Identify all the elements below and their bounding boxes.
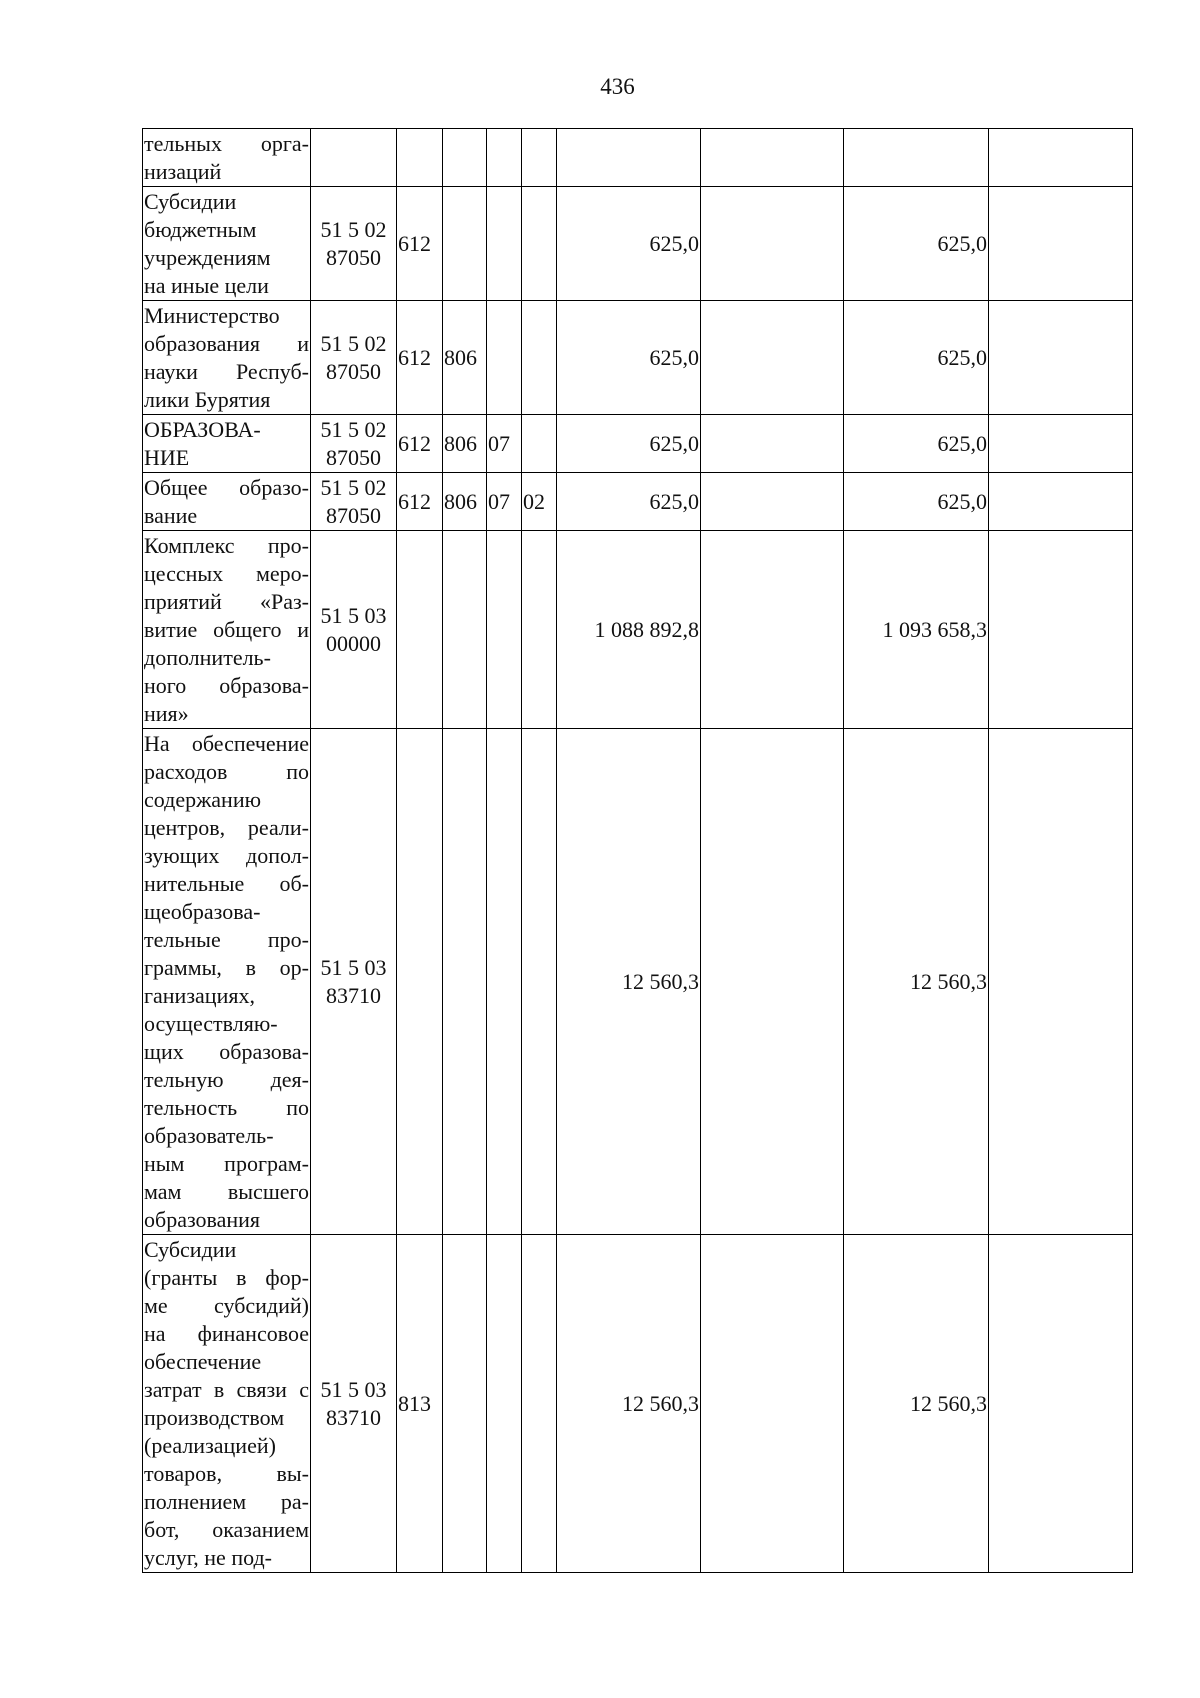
name-line: товаров, вы- [144, 1460, 309, 1486]
amount-year2-cell [844, 473, 989, 531]
empty-cell [989, 1235, 1133, 1573]
amount1-line: 625,0 [649, 230, 699, 256]
name-line: ным програм- [144, 1150, 309, 1176]
subsection-cell [522, 187, 557, 301]
name-line: образователь- [144, 1122, 274, 1148]
expense-type-cell [397, 729, 443, 1235]
name-line: расходов по [144, 758, 309, 784]
target-code-cell [311, 301, 397, 415]
amount-year1-cell [557, 1235, 701, 1573]
table-row-1 [143, 129, 1133, 187]
section-cell [487, 301, 522, 415]
amount-year2-cell [844, 729, 989, 1235]
amount-year2-cell [844, 415, 989, 473]
code-line: 51 5 02 [320, 216, 387, 242]
expense-type-cell [397, 531, 443, 729]
amount-year1-cell [557, 729, 701, 1235]
amount1-line: 12 560,3 [622, 968, 699, 994]
name-line: бот, оказанием [144, 1516, 309, 1542]
empty-cell [989, 729, 1133, 1235]
grbs-cell [443, 1235, 487, 1573]
code-line: 51 5 03 [320, 1376, 387, 1402]
amount2-line: 12 560,3 [910, 1390, 987, 1416]
amount1-line: 12 560,3 [622, 1390, 699, 1416]
row-name-cell [143, 129, 311, 187]
name-line: тельные про- [144, 926, 309, 952]
name-line: центров, реали- [144, 814, 309, 840]
empty-cell [989, 473, 1133, 531]
code-line: 87050 [326, 244, 381, 270]
name-line: ме субсидий) [144, 1292, 309, 1318]
name-line: производством [144, 1404, 285, 1430]
name-line: на финансовое [144, 1320, 309, 1346]
subsection-cell [522, 129, 557, 187]
table-row-8 [143, 1235, 1133, 1573]
vr-line: 612 [398, 230, 431, 256]
name-line: дополнитель- [144, 644, 271, 670]
amount1-line: 625,0 [649, 344, 699, 370]
expense-type-cell [397, 1235, 443, 1573]
name-line: (гранты в фор- [144, 1264, 309, 1290]
code-line: 51 5 03 [320, 602, 387, 628]
name-line: тельную дея- [144, 1066, 309, 1092]
code-line: 83710 [326, 982, 381, 1008]
subsection-cell [522, 473, 557, 531]
name-line: цессных меро- [144, 560, 309, 586]
code-line: 00000 [326, 630, 381, 656]
name-line: образования и [144, 330, 309, 356]
name-line: ОБРАЗОВА- [144, 416, 261, 442]
budget-table [142, 128, 1133, 1573]
grbs-cell [443, 473, 487, 531]
table-row-5 [143, 473, 1133, 531]
vr-line: 612 [398, 344, 431, 370]
name-line: Министерство [144, 302, 280, 328]
name-line: витие общего и [144, 616, 309, 642]
subsection-cell [522, 415, 557, 473]
grbs-cell [443, 415, 487, 473]
row-name-cell [143, 473, 311, 531]
empty-cell [701, 301, 844, 415]
table-row-2 [143, 187, 1133, 301]
row-name-cell [143, 301, 311, 415]
name-line: образования [144, 1206, 261, 1232]
empty-cell [989, 531, 1133, 729]
name-line: На обеспечение [144, 730, 309, 756]
grbs-cell [443, 301, 487, 415]
section-cell [487, 415, 522, 473]
table-body [143, 129, 1133, 1573]
subsection-cell [522, 729, 557, 1235]
vr-line: 612 [398, 488, 431, 514]
code-line: 51 5 02 [320, 416, 387, 442]
empty-cell [701, 187, 844, 301]
amount2-line: 625,0 [937, 430, 987, 456]
name-line: мам высшего [144, 1178, 309, 1204]
name-line: тельность по [144, 1094, 309, 1120]
subsection-cell [522, 301, 557, 415]
empty-cell [701, 129, 844, 187]
rz-line: 07 [488, 488, 510, 514]
target-code-cell [311, 415, 397, 473]
target-code-cell [311, 729, 397, 1235]
name-line: ного образова- [144, 672, 309, 698]
vr-line: 612 [398, 430, 431, 456]
empty-cell [989, 187, 1133, 301]
section-cell [487, 129, 522, 187]
name-line: граммы, в ор- [144, 954, 309, 980]
amount2-line: 625,0 [937, 230, 987, 256]
section-cell [487, 473, 522, 531]
row-name-cell [143, 531, 311, 729]
amount1-line: 625,0 [649, 430, 699, 456]
amount-year2-cell [844, 1235, 989, 1573]
empty-cell [989, 301, 1133, 415]
name-line: Комплекс про- [144, 532, 309, 558]
vr-line: 813 [398, 1390, 431, 1416]
table-row-6 [143, 531, 1133, 729]
name-line: нительные об- [144, 870, 309, 896]
name-line: Субсидии [144, 1236, 237, 1262]
section-cell [487, 1235, 522, 1573]
name-line: бюджетным [144, 216, 257, 242]
grbs-line: 806 [444, 430, 477, 456]
grbs-cell [443, 187, 487, 301]
row-name-cell [143, 187, 311, 301]
table-row-4 [143, 415, 1133, 473]
target-code-cell [311, 473, 397, 531]
name-line: на иные цели [144, 272, 269, 298]
page-number: 436 [600, 74, 635, 99]
name-line: науки Респуб- [144, 358, 309, 384]
expense-type-cell [397, 473, 443, 531]
subsection-cell [522, 531, 557, 729]
name-line: полнением ра- [144, 1488, 309, 1514]
name-line: осуществляю- [144, 1010, 278, 1036]
empty-cell [701, 415, 844, 473]
row-name-cell [143, 1235, 311, 1573]
amount2-line: 625,0 [937, 344, 987, 370]
grbs-line: 806 [444, 344, 477, 370]
amount-year1-cell [557, 301, 701, 415]
name-line: Общее образо- [144, 474, 309, 500]
code-line: 87050 [326, 358, 381, 384]
empty-cell [989, 129, 1133, 187]
name-line: лики Бурятия [144, 386, 271, 412]
name-line: ганизациях, [144, 982, 255, 1008]
section-cell [487, 729, 522, 1235]
name-line: щих образова- [144, 1038, 309, 1064]
empty-cell [701, 1235, 844, 1573]
code-line: 51 5 02 [320, 474, 387, 500]
name-line: зующих допол- [144, 842, 309, 868]
amount1-line: 625,0 [649, 488, 699, 514]
amount-year2-cell [844, 129, 989, 187]
grbs-line: 806 [444, 488, 477, 514]
row-name-cell [143, 415, 311, 473]
name-line: обеспечение [144, 1348, 262, 1374]
name-line: (реализацией) [144, 1432, 276, 1458]
amount-year2-cell [844, 531, 989, 729]
pr-line: 02 [523, 488, 545, 514]
amount-year1-cell [557, 415, 701, 473]
expense-type-cell [397, 187, 443, 301]
expense-type-cell [397, 129, 443, 187]
grbs-cell [443, 531, 487, 729]
amount-year2-cell [844, 301, 989, 415]
section-cell [487, 187, 522, 301]
name-line: НИЕ [144, 444, 190, 470]
code-line: 87050 [326, 444, 381, 470]
amount-year1-cell [557, 187, 701, 301]
name-line: учреждениям [144, 244, 271, 270]
subsection-cell [522, 1235, 557, 1573]
target-code-cell [311, 129, 397, 187]
name-line: щеобразова- [144, 898, 261, 924]
code-line: 83710 [326, 1404, 381, 1430]
name-line: тельных орга- [144, 130, 309, 156]
code-line: 51 5 03 [320, 954, 387, 980]
amount2-line: 1 093 658,3 [882, 616, 987, 642]
target-code-cell [311, 1235, 397, 1573]
row-name-cell [143, 729, 311, 1235]
table-row-3 [143, 301, 1133, 415]
name-line: низаций [144, 158, 222, 184]
table-row-7 [143, 729, 1133, 1235]
name-line: затрат в связи с [144, 1376, 309, 1402]
target-code-cell [311, 531, 397, 729]
empty-cell [701, 473, 844, 531]
target-code-cell [311, 187, 397, 301]
amount2-line: 625,0 [937, 488, 987, 514]
empty-cell [701, 531, 844, 729]
name-line: приятий «Раз- [144, 588, 309, 614]
empty-cell [701, 729, 844, 1235]
grbs-cell [443, 729, 487, 1235]
code-line: 87050 [326, 502, 381, 528]
name-line: содержанию [144, 786, 262, 812]
code-line: 51 5 02 [320, 330, 387, 356]
amount-year1-cell [557, 531, 701, 729]
empty-cell [989, 415, 1133, 473]
amount-year2-cell [844, 187, 989, 301]
name-line: услуг, не под- [144, 1544, 272, 1570]
name-line: ния» [144, 700, 189, 726]
amount1-line: 1 088 892,8 [594, 616, 699, 642]
amount2-line: 12 560,3 [910, 968, 987, 994]
section-cell [487, 531, 522, 729]
expense-type-cell [397, 301, 443, 415]
amount-year1-cell [557, 129, 701, 187]
rz-line: 07 [488, 430, 510, 456]
grbs-cell [443, 129, 487, 187]
name-line: Субсидии [144, 188, 237, 214]
name-line: вание [144, 502, 198, 528]
expense-type-cell [397, 415, 443, 473]
amount-year1-cell [557, 473, 701, 531]
